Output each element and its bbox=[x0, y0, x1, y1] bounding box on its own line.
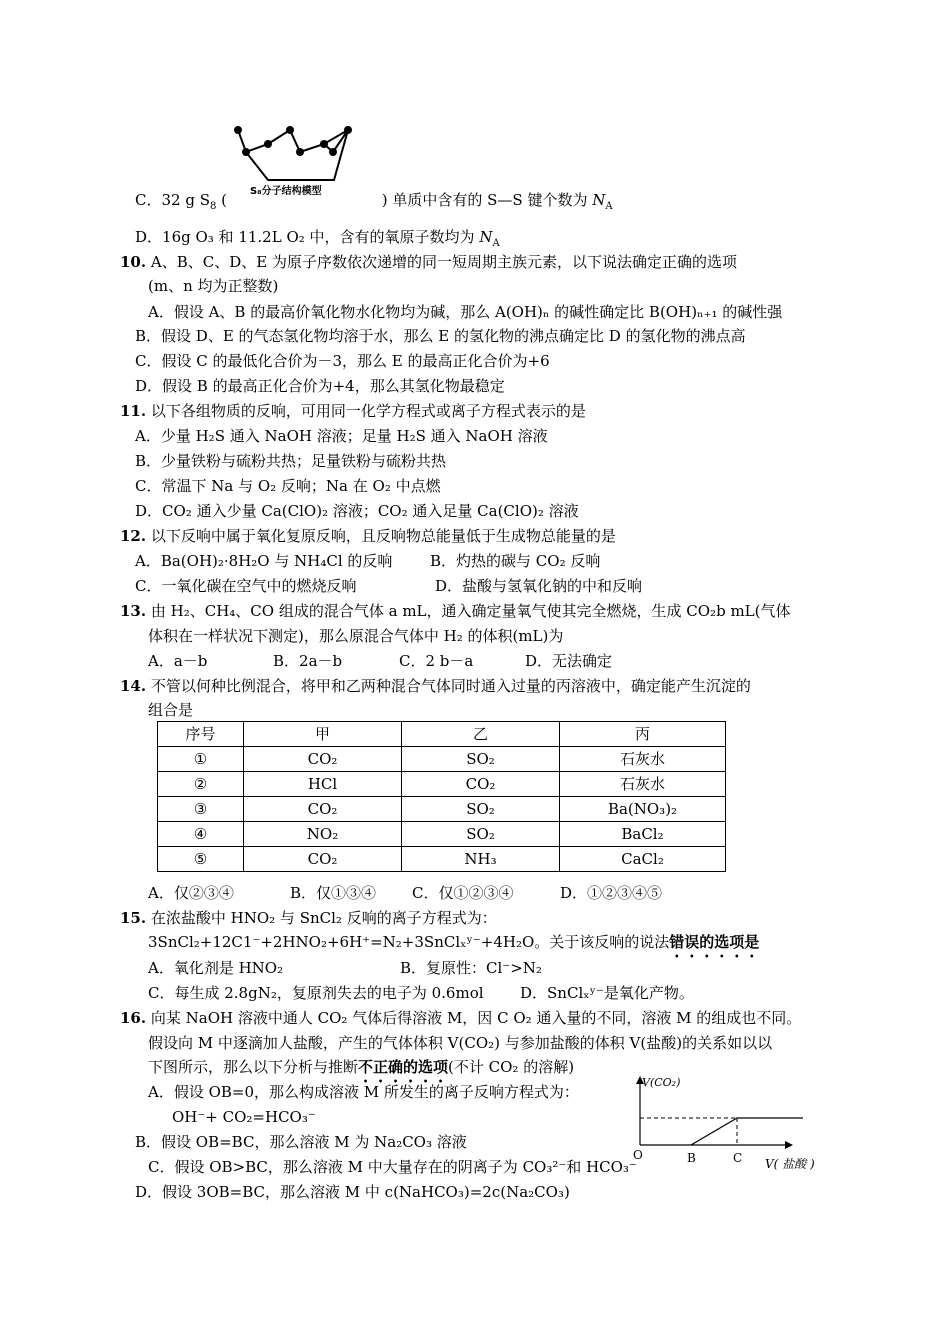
table-cell: BaCl₂ bbox=[560, 822, 726, 847]
q15-equation: 3SnCl₂+12C1⁻+2HNO₂+6H⁺=N₂+3SnClₓʸ⁻+4H₂O。关于该反响的说法错误的选项是 bbox=[148, 933, 760, 951]
q16-option-d: D．假设 3OB=BC，那么溶液 M 中 c(NaHCO₃)=2c(Na₂CO₃) bbox=[135, 1183, 570, 1201]
rising-segment bbox=[691, 1118, 737, 1145]
table-cell: CO₂ bbox=[244, 747, 402, 772]
table-cell: CaCl₂ bbox=[560, 847, 726, 872]
q13-stem: 13. 由 H₂、CH₄、CO 组成的混合气体 a mL，通入确定量氧气使其完全燃烧，生成 CO₂b mL(气体 bbox=[120, 602, 791, 620]
q13-option-a: A．a－b bbox=[148, 652, 208, 670]
q16-stem: 16. 向某 NaOH 溶液中通人 CO₂ 气体后得溶液 M，因 C O₂ 通入量的不同，溶液 M 的组成也不同。 bbox=[120, 1009, 802, 1027]
q12-stem: 12. 以下反响中属于氧化复原反响，且反响物总能量低于生成物总能量的是 bbox=[120, 527, 616, 545]
q16-stem-2: 假设向 M 中逐滴加人盐酸，产生的气体体积 V(CO₂) 与参加盐酸的体积 V(盐酸)的关系如以以 bbox=[148, 1034, 773, 1052]
s8-caption: S₈分子结构模型 bbox=[250, 186, 322, 197]
q13-stem-2: 体积在一样状况下测定)，那么原混合气体中 H₂ 的体积(mL)为 bbox=[148, 627, 564, 645]
q11-option-b: B．少量铁粉与硫粉共热；足量铁粉与硫粉共热 bbox=[135, 452, 447, 470]
table-cell: 石灰水 bbox=[560, 747, 726, 772]
table-cell: ③ bbox=[158, 797, 244, 822]
q10-option-b: B．假设 D、E 的气态氢化物均溶于水，那么 E 的氢化物的沸点确定比 D 的氢化物的沸点高 bbox=[135, 327, 746, 345]
q12-option-a: A．Ba(OH)₂·8H₂O 与 NH₄Cl 的反响 bbox=[135, 552, 393, 570]
q16-option-c: C．假设 OB>BC，那么溶液 M 中大量存在的阴离子为 CO₃²⁻和 HCO₃⁻ bbox=[148, 1158, 637, 1176]
q9-option-d: D．16g O₃ 和 11.2L O₂ 中，含有的氧原子数均为 $N_A$ bbox=[135, 228, 500, 249]
table-cell: ⑤ bbox=[158, 847, 244, 872]
q15-option-d: D．SnClₓʸ⁻是氧化产物。 bbox=[520, 984, 694, 1002]
table-cell: CO₂ bbox=[402, 772, 560, 797]
table-cell: 石灰水 bbox=[560, 772, 726, 797]
q9-option-c: C．32 g $S_8$ ( ) 单质中含有的 S—S 键个数为 $N_A$ bbox=[135, 191, 613, 212]
table-cell: ④ bbox=[158, 822, 244, 847]
q14-stem: 14. 不管以何种比例混合，将甲和乙两种混合气体同时通入过量的丙溶液中，确定能产生沉淀的 bbox=[120, 677, 751, 695]
table-cell: SO₂ bbox=[402, 797, 560, 822]
q16-emphasis: 不正确的选项 bbox=[358, 1058, 449, 1076]
table-row bbox=[158, 797, 726, 822]
q14-option-a: A．仅②③④ bbox=[148, 884, 234, 902]
table-row bbox=[158, 847, 726, 872]
table-cell: NH₃ bbox=[402, 847, 560, 872]
table-cell: SO₂ bbox=[402, 822, 560, 847]
q15-option-b: B．复原性：Cl⁻>N₂ bbox=[400, 959, 542, 977]
q11-option-d: D．CO₂ 通入少量 Ca(ClO)₂ 溶液；CO₂ 通入足量 Ca(ClO)₂ 溶液 bbox=[135, 502, 579, 520]
q16-option-a-equation: OH⁻+ CO₂=HCO₃⁻ bbox=[172, 1108, 316, 1126]
table-cell: CO₂ bbox=[244, 797, 402, 822]
table-header: 甲 bbox=[244, 722, 402, 747]
table-cell: ① bbox=[158, 747, 244, 772]
tick-c: C bbox=[733, 1151, 743, 1165]
q10-option-c: C．假设 C 的最低化合价为－3，那么 E 的最高正化合价为+6 bbox=[135, 352, 550, 370]
q11-option-a: A．少量 H₂S 通入 NaOH 溶液；足量 H₂S 通入 NaOH 溶液 bbox=[135, 427, 548, 445]
q15-stem: 15. 在浓盐酸中 HNO₂ 与 SnCl₂ 反响的离子方程式为： bbox=[120, 909, 497, 927]
table-header: 乙 bbox=[402, 722, 560, 747]
q10-option-a: A．假设 A、B 的最高价氧化物水化物均为碱，那么 A(OH)ₙ 的碱性确定比 B(OH)ₙ₊₁ 的碱性强 bbox=[148, 303, 783, 321]
q15-option-c: C．每生成 2.8gN₂，复原剂失去的电子为 0.6mol bbox=[148, 984, 484, 1002]
q12-option-b: B．灼热的碳与 CO₂ 反响 bbox=[430, 552, 601, 570]
table-row bbox=[158, 772, 726, 797]
q10-stem: 10. A、B、C、D、E 为原子序数依次递增的同一短周期主族元素，以下说法确定正确的选项 bbox=[120, 253, 737, 271]
q10-stem-2: (m、n 均为正整数) bbox=[148, 277, 279, 295]
origin-label: O bbox=[633, 1148, 643, 1162]
q14-stem-2: 组合是 bbox=[148, 701, 194, 719]
q16-option-a: A．假设 OB=0，那么构成溶液 M 所发生的离子反响方程式为： bbox=[148, 1083, 579, 1101]
tick-b: B bbox=[687, 1151, 696, 1165]
q12-option-d: D．盐酸与氢氧化钠的中和反响 bbox=[435, 577, 643, 595]
y-axis-label: V(CO₂) bbox=[642, 1076, 681, 1089]
table-row bbox=[158, 747, 726, 772]
table-cell: ② bbox=[158, 772, 244, 797]
q15-emphasis: 错误的选项是 bbox=[669, 933, 760, 951]
q13-option-c: C．2 b－a bbox=[399, 652, 474, 670]
table-row bbox=[158, 822, 726, 847]
q14-option-b: B．仅①③④ bbox=[290, 884, 377, 902]
q14-table bbox=[157, 721, 726, 872]
q13-option-b: B．2a－b bbox=[273, 652, 343, 670]
table-header-row bbox=[158, 722, 726, 747]
table-cell: Ba(NO₃)₂ bbox=[560, 797, 726, 822]
table-cell: SO₂ bbox=[402, 747, 560, 772]
q11-stem: 11. 以下各组物质的反响，可用同一化学方程式或离子方程式表示的是 bbox=[120, 402, 586, 420]
q11-option-c: C．常温下 Na 与 O₂ 反响；Na 在 O₂ 中点燃 bbox=[135, 477, 441, 495]
q14-option-d: D．①②③④⑤ bbox=[560, 884, 663, 902]
q10-option-d: D．假设 B 的最高正化合价为+4，那么其氢化物最稳定 bbox=[135, 377, 505, 395]
x-axis-label: V( 盐酸 ) bbox=[765, 1157, 815, 1171]
q12-option-c: C．一氧化碳在空气中的燃烧反响 bbox=[135, 577, 357, 595]
table-cell: NO₂ bbox=[244, 822, 402, 847]
q15-option-a: A．氧化剂是 HNO₂ bbox=[148, 959, 284, 977]
table-header: 丙 bbox=[560, 722, 726, 747]
table-cell: HCl bbox=[244, 772, 402, 797]
q16-graph bbox=[625, 1070, 830, 1175]
table-cell: CO₂ bbox=[244, 847, 402, 872]
q16-option-b: B．假设 OB=BC，那么溶液 M 为 Na₂CO₃ 溶液 bbox=[135, 1133, 467, 1151]
q16-stem-3: 下图所示，那么以下分析与推断不正确的选项(不计 CO₂ 的溶解) bbox=[148, 1058, 575, 1076]
table-header: 序号 bbox=[158, 722, 244, 747]
q14-option-c: C．仅①②③④ bbox=[412, 884, 514, 902]
q13-option-d: D．无法确定 bbox=[525, 652, 613, 670]
